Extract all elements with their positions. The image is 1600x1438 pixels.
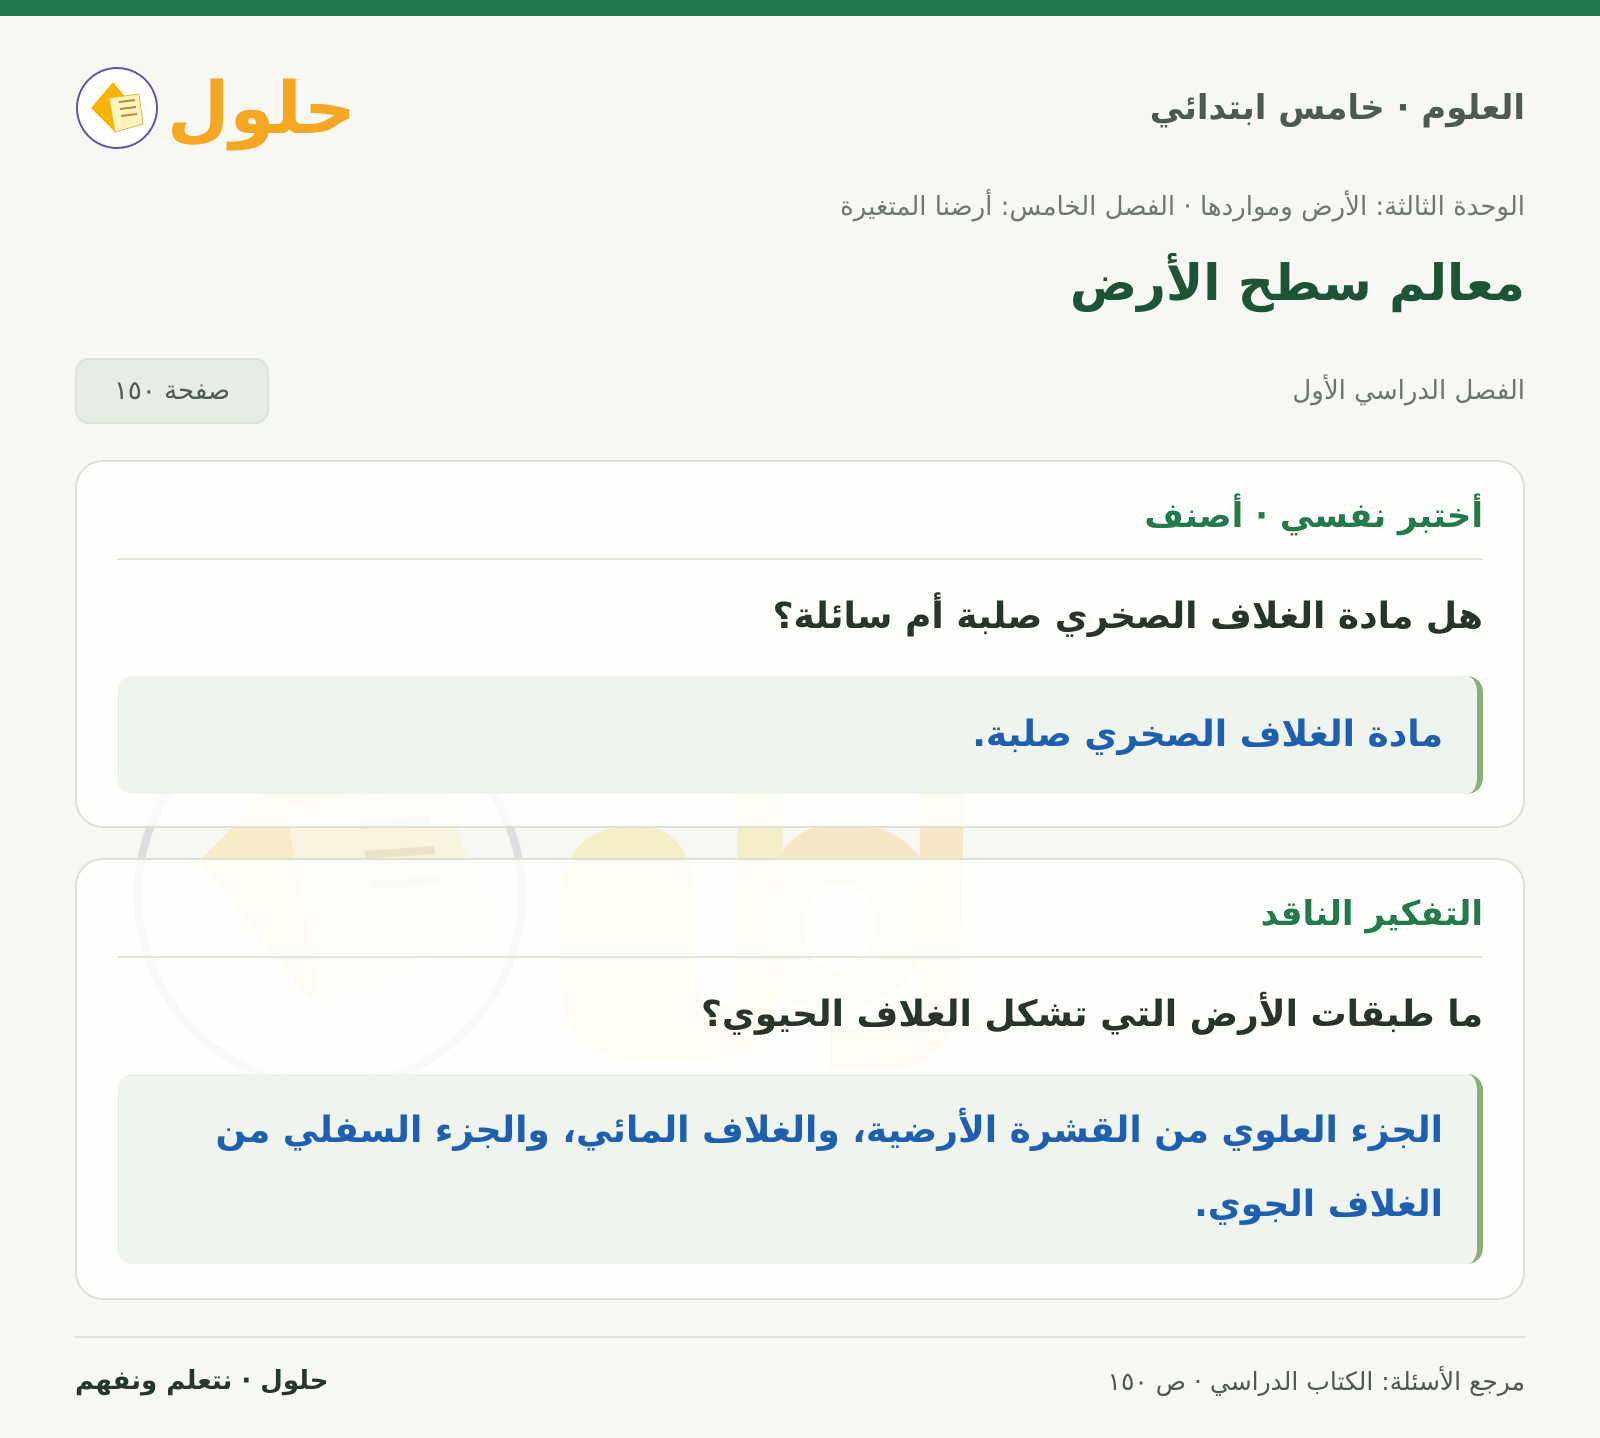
subject-label: العلوم · خامس ابتدائي: [1149, 88, 1525, 128]
card-title: التفكير الناقد: [1260, 894, 1483, 934]
question-text: ما طبقات الأرض التي تشكل الغلاف الحيوي؟: [701, 994, 1483, 1035]
meta-row: [75, 358, 1525, 424]
question-card-classify: [75, 460, 1525, 828]
card-divider: [117, 956, 1483, 958]
question-text: هل مادة الغلاف الصخري صلبة أم سائلة؟: [772, 596, 1483, 637]
question-reference: مرجع الأسئلة: الكتاب الدراسي · ص ١٥٠: [1107, 1366, 1525, 1396]
card-title: أختبر نفسي · أصنف: [1144, 496, 1483, 536]
card-divider: [117, 558, 1483, 560]
answer-text: الجزء العلوي من القشرة الأرضية، والغلاف المائي، والجزء السفلي من الغلاف الجوي.: [215, 1110, 1443, 1225]
top-accent-bar: [0, 0, 1600, 16]
semester-label: الفصل الدراسي الأول: [1292, 376, 1525, 406]
logo[interactable]: [75, 66, 356, 150]
book-logo-icon: [75, 66, 159, 150]
question-card-critical-thinking: [75, 858, 1525, 1300]
footer-brand: حلول · نتعلم ونفهم: [75, 1366, 329, 1396]
answer-box: [117, 1074, 1483, 1264]
logo-text: حلول: [167, 66, 356, 150]
page-badge: صفحة ١٥٠: [75, 358, 269, 424]
answer-text: مادة الغلاف الصخري صلبة.: [972, 714, 1443, 755]
header: [75, 48, 1525, 168]
page-title: معالم سطح الأرض: [1069, 254, 1525, 312]
footer-divider: [75, 1336, 1525, 1338]
breadcrumb: الوحدة الثالثة: الأرض ومواردها · الفصل الخامس: أرضنا المتغيرة: [840, 192, 1525, 222]
answer-box: [117, 676, 1483, 794]
footer: [75, 1366, 1525, 1396]
